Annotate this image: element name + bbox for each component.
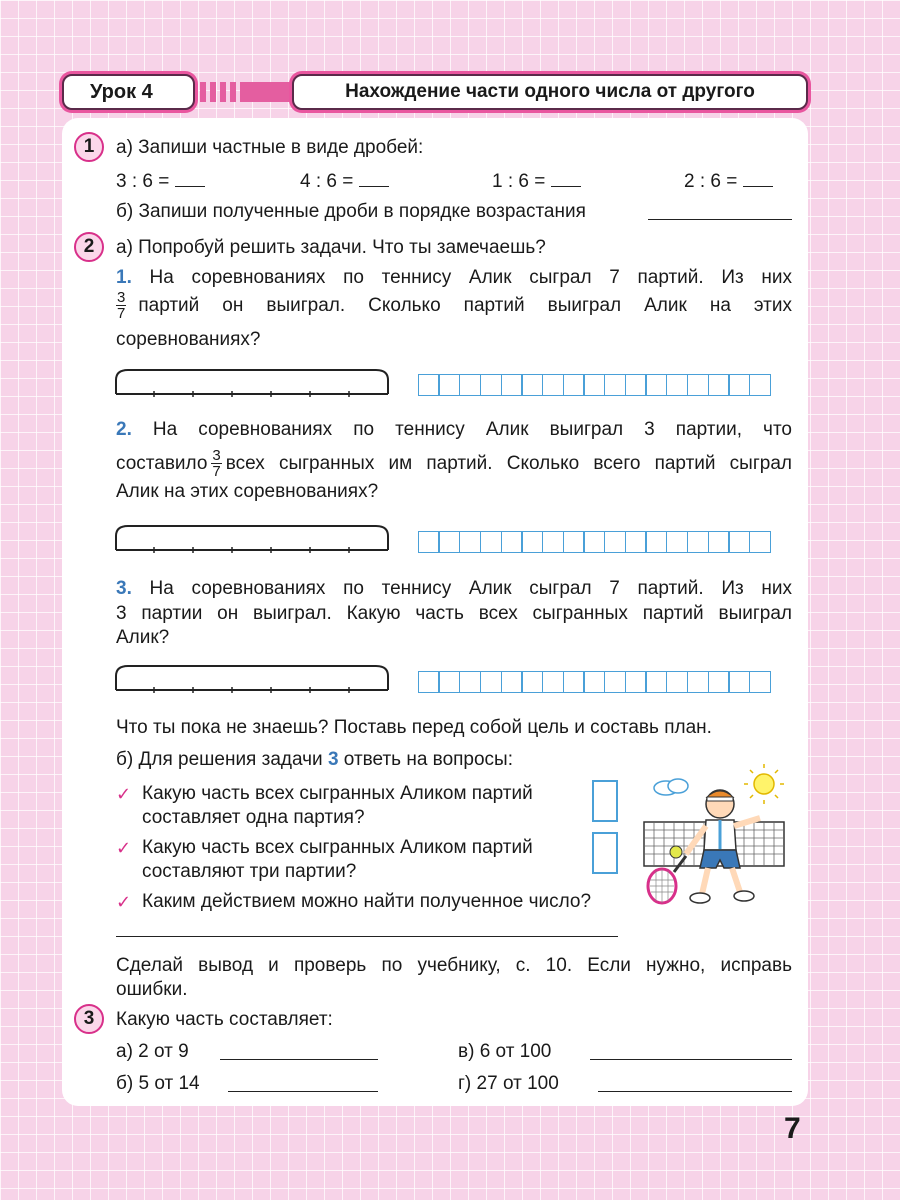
ex3-answer-b[interactable] <box>228 1091 378 1092</box>
task1-number: 1. <box>116 267 132 288</box>
ex1-item-4: 2 : 6 = <box>684 169 773 194</box>
question-1-line2: составляет одна партия? <box>142 807 365 828</box>
exercise-number-2: 2 <box>74 232 104 262</box>
ex1-answer-line[interactable] <box>648 219 792 220</box>
segment-diagram-1 <box>114 366 392 402</box>
task1-line1: 1. На соревнованиях по теннису Алик сыграл 7 партий. Из них <box>116 267 792 288</box>
cloud-icon <box>654 779 688 795</box>
ex3-item-a: а) 2 от 9 <box>116 1041 189 1062</box>
header-stripes <box>200 82 292 102</box>
answer-cells-3[interactable] <box>419 671 771 693</box>
check-icon: ✓ <box>116 784 132 804</box>
ex1-part-b: б) Запиши полученные дроби в порядке возрастания <box>116 201 586 222</box>
task2-line2: составило $\frac{3}{7}$ всех сыгранных им партий. Сколько всего партий сыграл <box>116 447 792 480</box>
tennis-boy-illustration <box>636 764 796 914</box>
exercise-number-3: 3 <box>74 1004 104 1034</box>
ex2-part-b: б) Для решения задачи 3 ответь на вопросы: <box>116 749 513 770</box>
ex1-part-a: а) Запиши частные в виде дробей: <box>116 137 424 158</box>
answer-box-2[interactable] <box>592 832 618 874</box>
ex3-prompt: Какую часть составляет: <box>116 1009 333 1030</box>
task2-line1: 2. На соревнованиях по теннису Алик выиграл 3 партии, что <box>116 419 793 440</box>
check-icon: ✓ <box>116 892 132 912</box>
fraction-3-7: $\frac{3}{7}$ <box>117 289 126 322</box>
conclusion-line1: Сделай вывод и проверь по учебнику, с. 10. Если нужно, исправь <box>116 955 792 976</box>
question-3: Каким действием можно найти полученное число? <box>142 891 592 912</box>
check-icon: ✓ <box>116 838 132 858</box>
plan-question: Что ты пока не знаешь? Поставь перед собой цель и составь план. <box>116 717 712 738</box>
task1-line2: $\frac{3}{7}$ партий он выиграл. Сколько партий выиграл Алик на этих <box>117 289 792 322</box>
answer-cells-1[interactable] <box>419 374 771 396</box>
task1-line3: соревнованиях? <box>116 329 261 350</box>
ex3-answer-a[interactable] <box>220 1059 378 1060</box>
sun-icon <box>744 764 784 804</box>
task3-line1: 3. На соревнованиях по теннису Алик сыграл 7 партий. Из них <box>116 578 792 599</box>
ex1-item-3: 1 : 6 = <box>492 169 581 194</box>
ex1-item-2: 4 : 6 = <box>300 169 389 194</box>
lesson-title: Нахождение части одного числа от другого <box>292 74 808 110</box>
task2-line3: Алик на этих соревнованиях? <box>116 481 379 502</box>
exercise-number-1: 1 <box>74 132 104 162</box>
ex3-answer-d[interactable] <box>598 1091 792 1092</box>
ex1-item-1: 3 : 6 = <box>116 169 205 194</box>
answer-box-1[interactable] <box>592 780 618 822</box>
answer-line[interactable] <box>116 936 618 937</box>
segment-diagram-3 <box>114 662 392 698</box>
question-2-line1: Какую часть всех сыгранных Аликом партий <box>142 837 533 858</box>
ex3-item-c: в) 6 от 100 <box>458 1041 552 1062</box>
worksheet-panel <box>62 118 808 1106</box>
fraction-3-7: $\frac{3}{7}$ <box>212 447 221 480</box>
task3-line3: Алик? <box>116 627 170 648</box>
question-2-line2: составляют три партии? <box>142 861 357 882</box>
tennis-ball-icon <box>670 846 682 858</box>
page-number: 7 <box>784 1112 801 1145</box>
conclusion-line2: ошибки. <box>116 979 188 1000</box>
question-1-line1: Какую часть всех сыгранных Аликом партий <box>142 783 533 804</box>
task3-line2: 3 партии он выиграл. Какую часть всех сыгранных партий выиграл <box>116 603 792 624</box>
segment-diagram-2 <box>114 522 392 558</box>
task2-number: 2. <box>116 419 132 440</box>
ex3-item-b: б) 5 от 14 <box>116 1073 200 1094</box>
answer-cells-2[interactable] <box>419 531 771 553</box>
task3-number: 3. <box>116 578 132 599</box>
ex2-part-a: а) Попробуй решить задачи. Что ты замечаешь? <box>116 237 546 258</box>
ex3-answer-c[interactable] <box>590 1059 792 1060</box>
lesson-label: Урок 4 <box>62 74 195 110</box>
ex3-item-d: г) 27 от 100 <box>458 1073 559 1094</box>
